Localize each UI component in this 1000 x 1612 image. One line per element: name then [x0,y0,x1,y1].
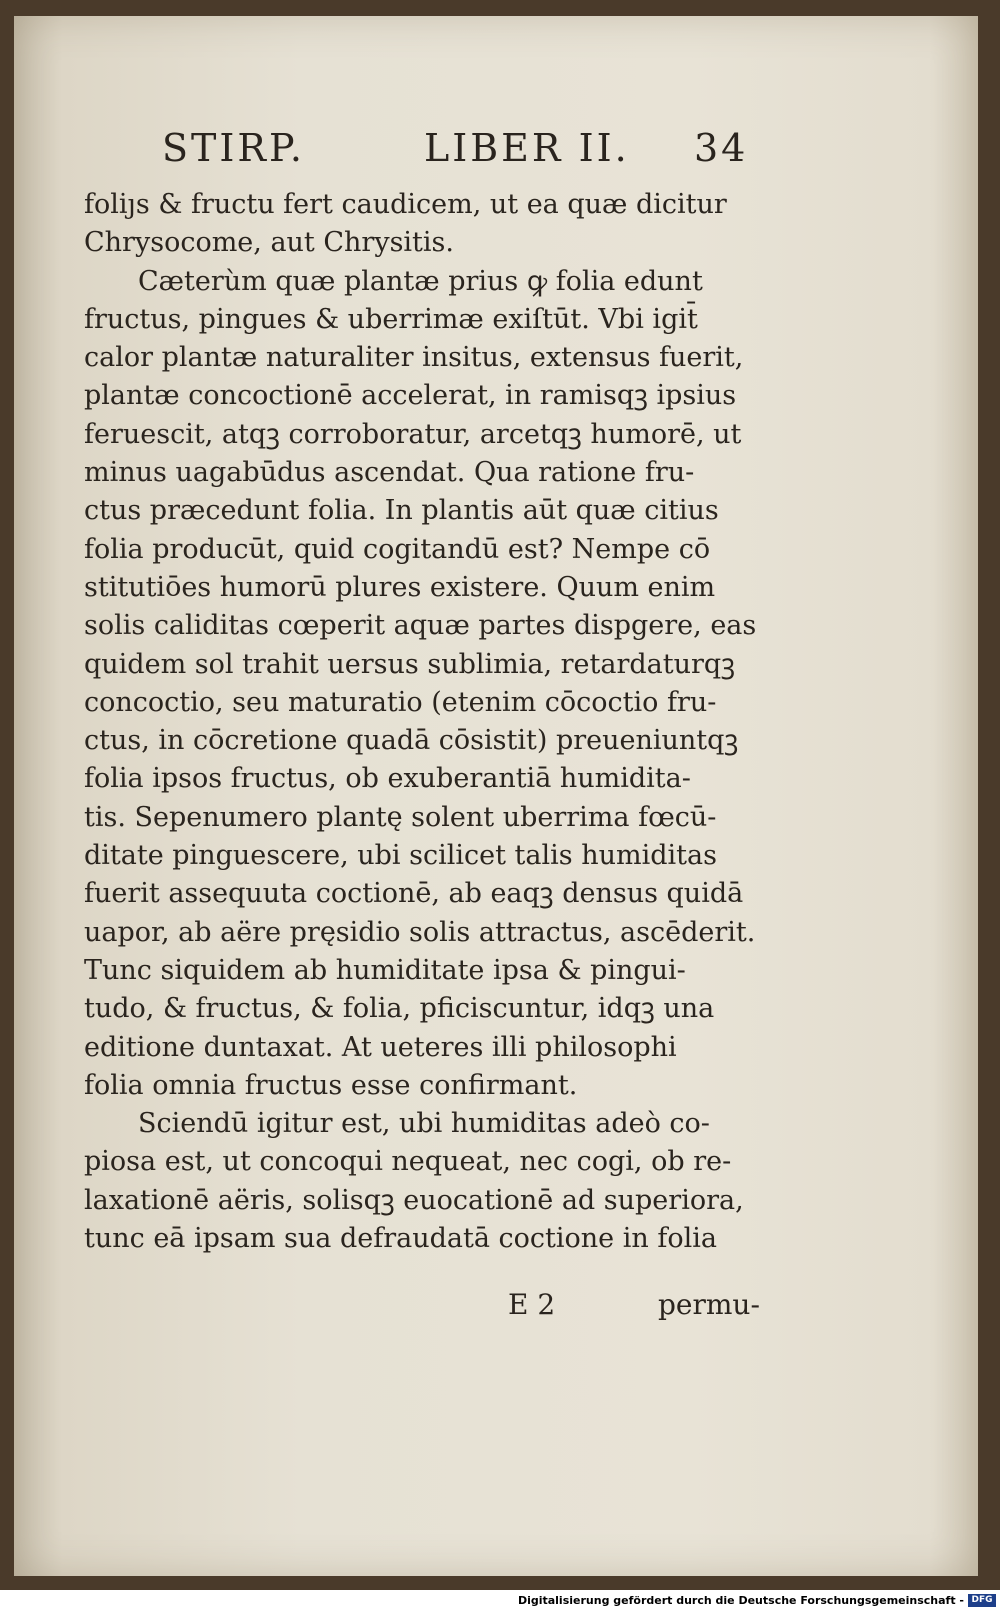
dfg-logo: DFG [968,1594,996,1607]
running-head-left: STIRP. [162,126,305,170]
text-line: folia producūt, quid cogitandū est? Nempe cō [84,533,711,565]
running-head-center: LIBER II. [424,126,630,170]
body-text [84,186,804,1258]
text-line: ditate pinguescere, ubi scilicet talis humiditas [84,840,717,872]
text-line: folia omnia fructus esse confirmant. [84,1069,578,1101]
running-header [162,126,762,176]
text-line: tudo, & fructus, & folia, pficiscuntur, idqꝫ una [84,993,715,1025]
text-line: tunc eā ipsam sua defraudatā coctione in folia [84,1223,717,1255]
text-line: piosa est, ut concoqui nequeat, nec cogi, ob re- [84,1146,732,1178]
text-line: stitutiōes humorū plures existere. Quum enim [84,571,716,603]
text-line: editione duntaxat. At ueteres illi philosophi [84,1031,677,1063]
text-line: plantæ concoctionē accelerat, in ramisqꝫ ipsius [84,380,737,412]
catchword: permu- [658,1288,760,1321]
text-line: tis. Sepenumero plantę solent uberrima fœcū- [84,801,717,833]
text-line: Tunc siquidem ab humiditate ipsa & pingui- [84,954,686,986]
text-line: minus uagabūdus ascendat. Qua ratione fru- [84,457,695,489]
text-line: laxationē aëris, solisqꝫ euocationē ad superiora, [84,1184,744,1216]
text-line: Sciendū igitur est, ubi humiditas adeò co- [138,1108,710,1140]
text-line: feruescit, atqꝫ corroboratur, arcetqꝫ humorē, ut [84,418,742,450]
text-line: quidem sol trahit uersus sublimia, retardaturqꝫ [84,648,735,680]
text-line: folia ipsos fructus, ob exuberantiā humidita- [84,763,691,795]
text-line: Chrysocome, aut Chrysitis. [84,227,454,259]
text-line: ctus præcedunt folia. In plantis aūt quæ citius [84,495,719,527]
text-line: ctus, in cōcretione quadā cōsistit) preueniuntqꝫ [84,725,739,757]
page-number: 34 [694,126,749,170]
text-line: calor plantæ naturaliter insitus, extensus fuerit, [84,342,744,374]
text-line: uapor, ab aëre pręsidio solis attractus, ascēderit. [84,916,756,948]
signature-mark: E 2 [508,1288,556,1321]
text-line: foliȷs & fructu fert caudicem, ut ea quæ dicitur [84,189,727,220]
text-line: concoctio, seu maturatio (etenim cōcoctio fru- [84,686,717,718]
text-line: Cæterùm quæ plantæ prius ꝙ folia edunt [138,265,703,297]
text-line: fuerit assequuta coctionē, ab eaqꝫ densus quidā [84,878,744,910]
text-line: solis caliditas cœperit aquæ partes dispgere, eas [84,610,757,642]
text-line: fructus, pingues & uberrimæ exiſtūt. Vbi igit̄ [84,303,698,335]
digitization-credit: Digitalisierung gefördert durch die Deutsche Forschungsgemeinschaft - [517,1594,964,1607]
